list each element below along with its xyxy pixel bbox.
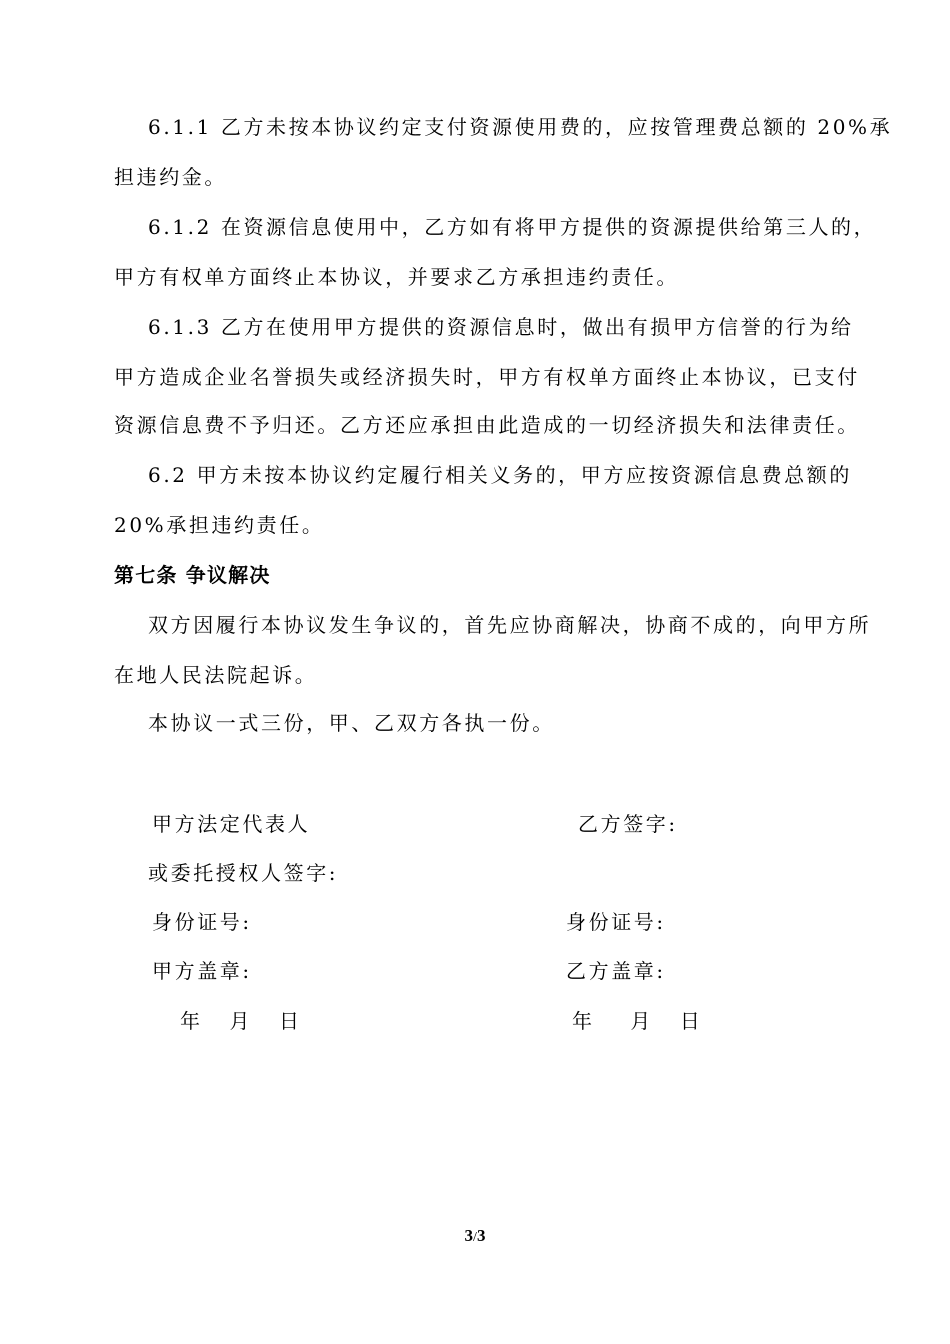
clause-6-1-3-line3: 资源信息费不予归还。乙方还应承担由此造成的一切经济损失和法律责任。 (114, 413, 860, 437)
clause-6-2-line2: 20%承担违约责任。 (114, 513, 325, 537)
clause-6-1-3-line1: 6.1.3 乙方在使用甲方提供的资源信息时，做出有损甲方信誉的行为给 (148, 315, 854, 339)
clause-6-1-1-line1: 6.1.1 乙方未按本协议约定支付资源使用费的，应按管理费总额的 20%承 (148, 115, 893, 139)
party-a-date: 年 月 日 (180, 1009, 302, 1033)
article-7-para1-line2: 在地人民法院起诉。 (114, 663, 318, 687)
party-b-seal-label: 乙方盖章: (566, 959, 666, 983)
party-a-seal-label: 甲方盖章: (152, 959, 252, 983)
page-separator: / (473, 1230, 477, 1245)
clause-6-1-2-line1: 6.1.2 在资源信息使用中，乙方如有将甲方提供的资源提供给第三人的， (148, 215, 877, 239)
article-7-para2: 本协议一式三份，甲、乙双方各执一份。 (148, 711, 555, 735)
page-number (0, 1226, 950, 1246)
party-a-authorized-signature-label: 或委托授权人签字: (148, 861, 339, 885)
page-current: 3 (464, 1226, 474, 1245)
party-b-signature-label: 乙方签字: (578, 812, 678, 836)
clause-6-1-1-line2: 担违约金。 (114, 165, 227, 189)
page-total: 3 (476, 1226, 486, 1245)
article-7-para1-line1: 双方因履行本协议发生争议的，首先应协商解决，协商不成的，向甲方所 (148, 613, 872, 637)
party-a-id-label: 身份证号: (152, 910, 252, 934)
party-a-representative-label: 甲方法定代表人 (152, 812, 311, 836)
clause-6-2-line1: 6.2 甲方未按本协议约定履行相关义务的，甲方应按资源信息费总额的 (148, 463, 852, 487)
clause-6-1-2-line2: 甲方有权单方面终止本协议，并要求乙方承担违约责任。 (114, 265, 679, 289)
party-b-id-label: 身份证号: (566, 910, 666, 934)
party-b-date: 年 月 日 (572, 1009, 703, 1033)
article-7-heading: 第七条 争议解决 (114, 563, 271, 587)
clause-6-1-3-line2: 甲方造成企业名誉损失或经济损失时，甲方有权单方面终止本协议，已支付 (114, 365, 860, 389)
